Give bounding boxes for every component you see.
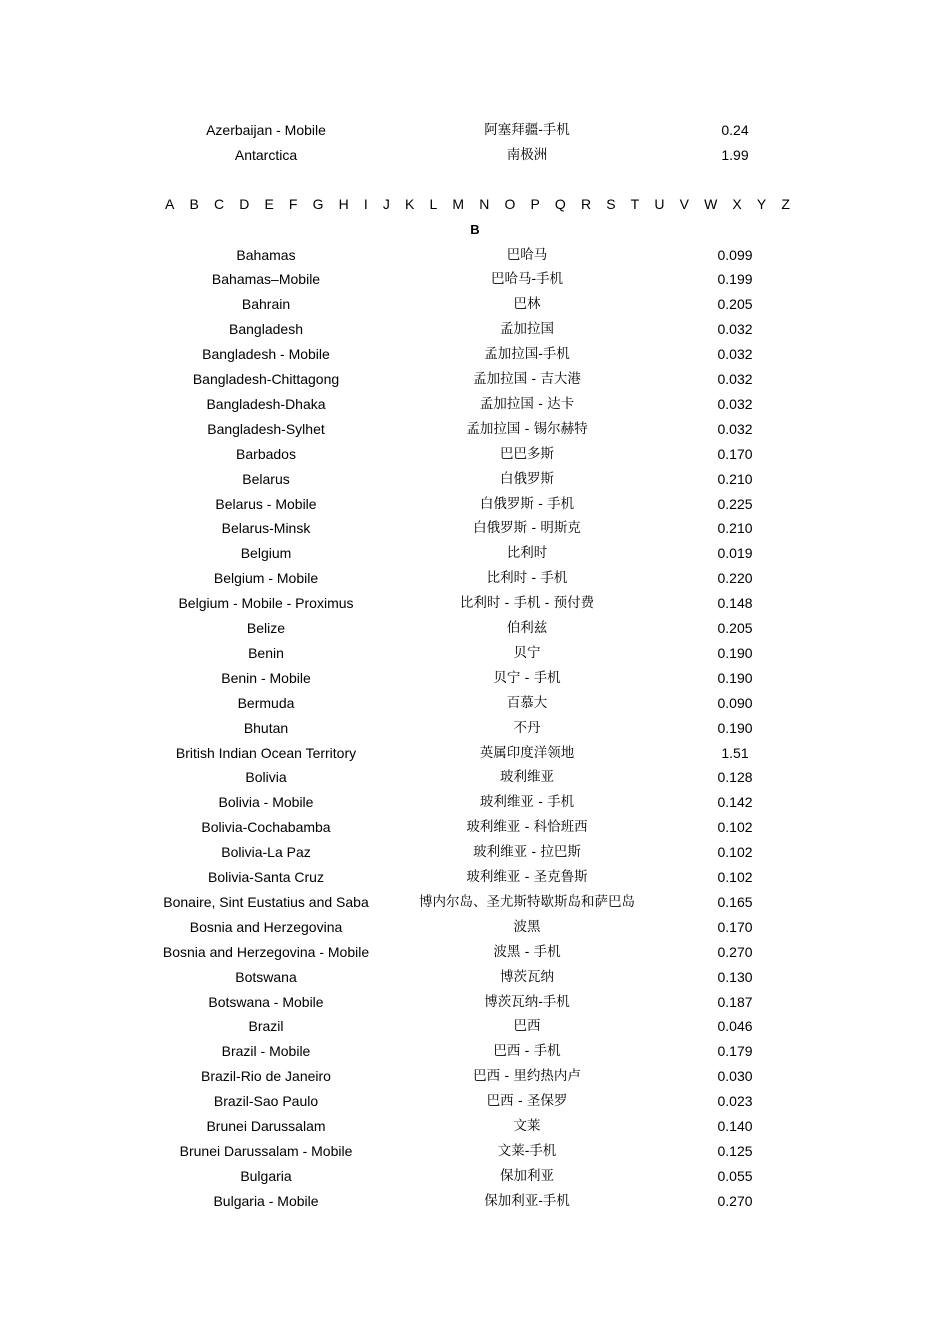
rate-value: 0.032 [717,420,753,437]
rate-value: 0.190 [717,669,753,686]
table-row [0,940,950,965]
country-name: Belgium [240,545,292,562]
table-row [0,616,950,641]
rate-value: 0.055 [717,1167,753,1184]
table-row [0,1039,950,1064]
country-name: Bolivia - Mobile [218,794,314,811]
country-name: Bulgaria [240,1167,292,1184]
country-name-cn: 波黑 - 手机 [493,943,561,960]
country-name-cn: 比利时 - 手机 - 预付费 [459,595,595,612]
rate-value: 0.190 [717,719,753,736]
table-row [0,741,950,766]
country-name-cn: 巴西 [513,1018,541,1035]
country-name: Benin [248,644,284,661]
country-name-cn: 博内尔岛、圣尤斯特歇斯岛和萨巴岛 [419,893,635,910]
alphabet-letter-o[interactable]: O [504,196,516,212]
rate-value: 0.170 [717,918,753,935]
table-row [0,1089,950,1114]
country-name-cn: 白俄罗斯 [500,470,554,487]
alphabet-letter-t[interactable]: T [630,196,640,212]
alphabet-letter-u[interactable]: U [654,196,665,212]
country-name-cn: 巴西 - 手机 [493,1043,561,1060]
country-name-cn: 保加利亚-手机 [484,1192,570,1209]
rate-value: 0.205 [717,296,753,313]
rate-value: 1.51 [721,744,749,761]
alphabet-letter-e[interactable]: E [264,196,274,212]
table-row [0,118,950,143]
table-row [0,442,950,467]
country-name: Bolivia-La Paz [221,844,311,861]
country-name-cn: 巴西 - 里约热内卢 [473,1068,581,1085]
rate-value: 0.102 [717,869,753,885]
country-name: Botswana [235,968,297,985]
country-name-cn: 文莱 [513,1118,541,1134]
country-name-cn: 巴哈马 [506,246,548,263]
rate-value: 0.130 [717,968,753,985]
country-name: Belarus-Minsk [221,520,311,537]
table-row [0,317,950,342]
country-name-cn: 白俄罗斯 - 手机 [479,495,575,512]
alphabet-letter-s[interactable]: S [606,196,616,212]
country-name: Belgium - Mobile - Proximus [178,595,354,612]
alphabet-letter-b[interactable]: B [189,196,199,212]
alphabet-letter-m[interactable]: M [452,196,465,212]
country-name: Brazil-Sao Paulo [213,1093,319,1110]
table-row [0,492,950,517]
rate-value: 0.032 [717,321,753,338]
rate-value: 0.210 [717,470,753,487]
alphabet-letter-j[interactable]: J [382,196,390,212]
country-name: Bangladesh-Chittagong [192,371,340,387]
country-name: Brunei Darussalam [206,1118,326,1134]
country-name-cn: 孟加拉国 - 吉大港 [473,371,581,387]
country-name-cn: 孟加拉国 - 达卡 [479,395,575,412]
country-name-cn: 孟加拉国 [500,321,554,338]
alphabet-letter-v[interactable]: V [679,196,689,212]
rate-value: 0.032 [717,395,753,412]
table-row [0,516,950,541]
table-row [0,1014,950,1039]
alphabet-index [165,192,790,216]
alphabet-letter-i[interactable]: I [363,196,368,212]
rate-value: 0.220 [717,570,753,587]
table-row [0,840,950,865]
country-name: Brazil-Rio de Janeiro [201,1068,331,1085]
rate-value: 0.128 [717,769,753,786]
country-name: Brazil [248,1018,284,1035]
country-name-cn: 孟加拉国-手机 [484,346,570,363]
table-row [0,392,950,417]
table-row [0,243,950,268]
country-name: Bahamas–Mobile [211,271,321,288]
country-name-cn: 不丹 [513,719,541,736]
country-name-cn: 南极洲 [506,147,548,163]
country-name-cn: 玻利维亚 - 科恰班西 [466,819,588,836]
country-name: Benin - Mobile [221,669,311,686]
country-name: Bonaire, Sint Eustatius and Saba [163,893,369,910]
rate-value: 0.24 [721,122,749,138]
country-name-cn: 文莱-手机 [497,1142,557,1159]
country-name-cn: 玻利维亚 - 手机 [479,794,575,811]
country-name-cn: 比利时 [506,545,548,562]
country-name-cn: 波黑 [513,918,541,935]
country-name: Bangladesh-Sylhet [207,420,325,437]
table-row [0,716,950,741]
alphabet-letter-c[interactable]: C [213,196,225,212]
country-name-cn: 巴巴多斯 [500,445,554,462]
table-row [0,1114,950,1139]
table-row [0,1139,950,1164]
country-name-cn: 玻利维亚 [500,769,554,786]
country-name-cn: 比利时 - 手机 [486,570,568,587]
alphabet-letter-k[interactable]: K [405,196,415,212]
alphabet-letter-y[interactable]: Y [756,196,767,212]
rate-value: 0.187 [717,993,753,1010]
country-name: Azerbaijan - Mobile [206,122,326,138]
rate-value: 0.142 [717,794,753,811]
country-name: Bahamas [236,246,296,263]
country-name: Bangladesh [229,321,303,338]
rate-value: 0.199 [717,271,753,288]
rate-value: 0.179 [717,1043,753,1060]
table-row [0,1164,950,1189]
rate-value: 1.99 [721,147,749,163]
rate-value: 0.019 [717,545,753,562]
rate-value: 0.032 [717,346,753,363]
table-row [0,1064,950,1089]
rate-value: 0.032 [717,371,753,387]
country-name: British Indian Ocean Territory [175,744,357,761]
country-name: Brazil - Mobile [221,1043,311,1060]
alphabet-letter-z[interactable]: Z [781,196,790,212]
table-row [0,267,950,292]
country-name: Belgium - Mobile [213,570,319,587]
country-name: Antarctica [234,147,298,163]
country-name: Bermuda [237,694,295,711]
table-row [0,890,950,915]
alphabet-letter-q[interactable]: Q [554,196,566,212]
country-name: Belize [246,620,286,636]
country-name: Bhutan [243,719,289,736]
alphabet-letter-d[interactable]: D [239,196,250,212]
country-name-cn: 阿塞拜疆-手机 [484,122,570,138]
country-name-cn: 巴西 - 圣保罗 [486,1093,568,1110]
rate-value: 0.170 [717,445,753,462]
country-name: Bolivia [245,769,287,786]
rate-value: 0.270 [717,1192,753,1209]
table-row [0,990,950,1015]
country-name: Bangladesh - Mobile [202,346,330,363]
rate-value: 0.090 [717,694,753,711]
country-name-cn: 英属印度洋领地 [479,744,575,761]
country-name-cn: 贝宁 [513,644,541,661]
table-row [0,865,950,890]
table-row [0,342,950,367]
country-name-cn: 巴林 [513,296,541,313]
country-name: Bolivia-Cochabamba [201,819,331,836]
table-row [0,143,950,168]
country-name-cn: 巴哈马-手机 [490,271,564,288]
rate-value: 0.205 [717,620,753,636]
alphabet-letter-g[interactable]: G [312,196,324,212]
alphabet-letter-r[interactable]: R [580,196,592,212]
table-row [0,641,950,666]
table-row [0,765,950,790]
country-name: Bahrain [241,296,291,313]
table-row [0,367,950,392]
rate-value: 0.148 [717,595,753,612]
table-row [0,965,950,990]
country-name-cn: 孟加拉国 - 锡尔赫特 [466,420,588,437]
country-name-cn: 博茨瓦纳-手机 [484,993,570,1010]
table-row [0,790,950,815]
rate-value: 0.165 [717,893,753,910]
alphabet-letter-w[interactable]: W [704,196,718,212]
country-name-cn: 百慕大 [506,694,548,711]
rate-value: 0.225 [717,495,753,512]
rate-value: 0.270 [717,943,753,960]
alphabet-letter-l[interactable]: L [429,196,438,212]
country-name: Barbados [236,445,296,462]
section-letter: B [470,222,480,237]
country-name: Bosnia and Herzegovina [189,918,343,935]
country-name: Belarus [242,470,290,487]
table-row [0,566,950,591]
country-name: Botswana - Mobile [208,993,324,1010]
table-row [0,1189,950,1214]
rate-value: 0.125 [717,1142,753,1159]
rate-value: 0.102 [717,819,753,836]
country-name: Bangladesh-Dhaka [206,395,326,412]
country-name-cn: 伯利兹 [506,620,548,636]
alphabet-letter-x[interactable]: X [732,196,742,212]
table-row [0,915,950,940]
table-row [0,417,950,442]
country-name: Belarus - Mobile [215,495,317,512]
rate-value: 0.140 [717,1118,753,1134]
alphabet-letter-n[interactable]: N [479,196,490,212]
country-name: Bolivia-Santa Cruz [208,869,324,885]
alphabet-letter-h[interactable]: H [338,196,349,212]
table-row [0,666,950,691]
table-row [0,591,950,616]
alphabet-letter-f[interactable]: F [288,196,298,212]
country-name-cn: 玻利维亚 - 圣克鲁斯 [466,869,588,885]
rate-value: 0.046 [717,1018,753,1035]
country-name-cn: 白俄罗斯 - 明斯克 [473,520,581,537]
rate-value: 0.190 [717,644,753,661]
country-name: Bosnia and Herzegovina - Mobile [162,943,370,960]
table-row [0,467,950,492]
country-name-cn: 玻利维亚 - 拉巴斯 [473,844,581,861]
rate-value: 0.102 [717,844,753,861]
country-name-cn: 贝宁 - 手机 [493,669,561,686]
table-row [0,541,950,566]
country-name: Brunei Darussalam - Mobile [179,1142,353,1159]
alphabet-letter-a[interactable]: A [165,196,175,212]
rate-value: 0.210 [717,520,753,537]
rate-value: 0.023 [717,1093,753,1110]
country-name-cn: 保加利亚 [500,1167,554,1184]
rate-value: 0.099 [717,246,753,263]
country-name: Bulgaria - Mobile [213,1192,319,1209]
table-row [0,292,950,317]
alphabet-letter-p[interactable]: P [530,196,540,212]
table-row [0,815,950,840]
rate-value: 0.030 [717,1068,753,1085]
table-row [0,691,950,716]
country-name-cn: 博茨瓦纳 [500,968,554,985]
